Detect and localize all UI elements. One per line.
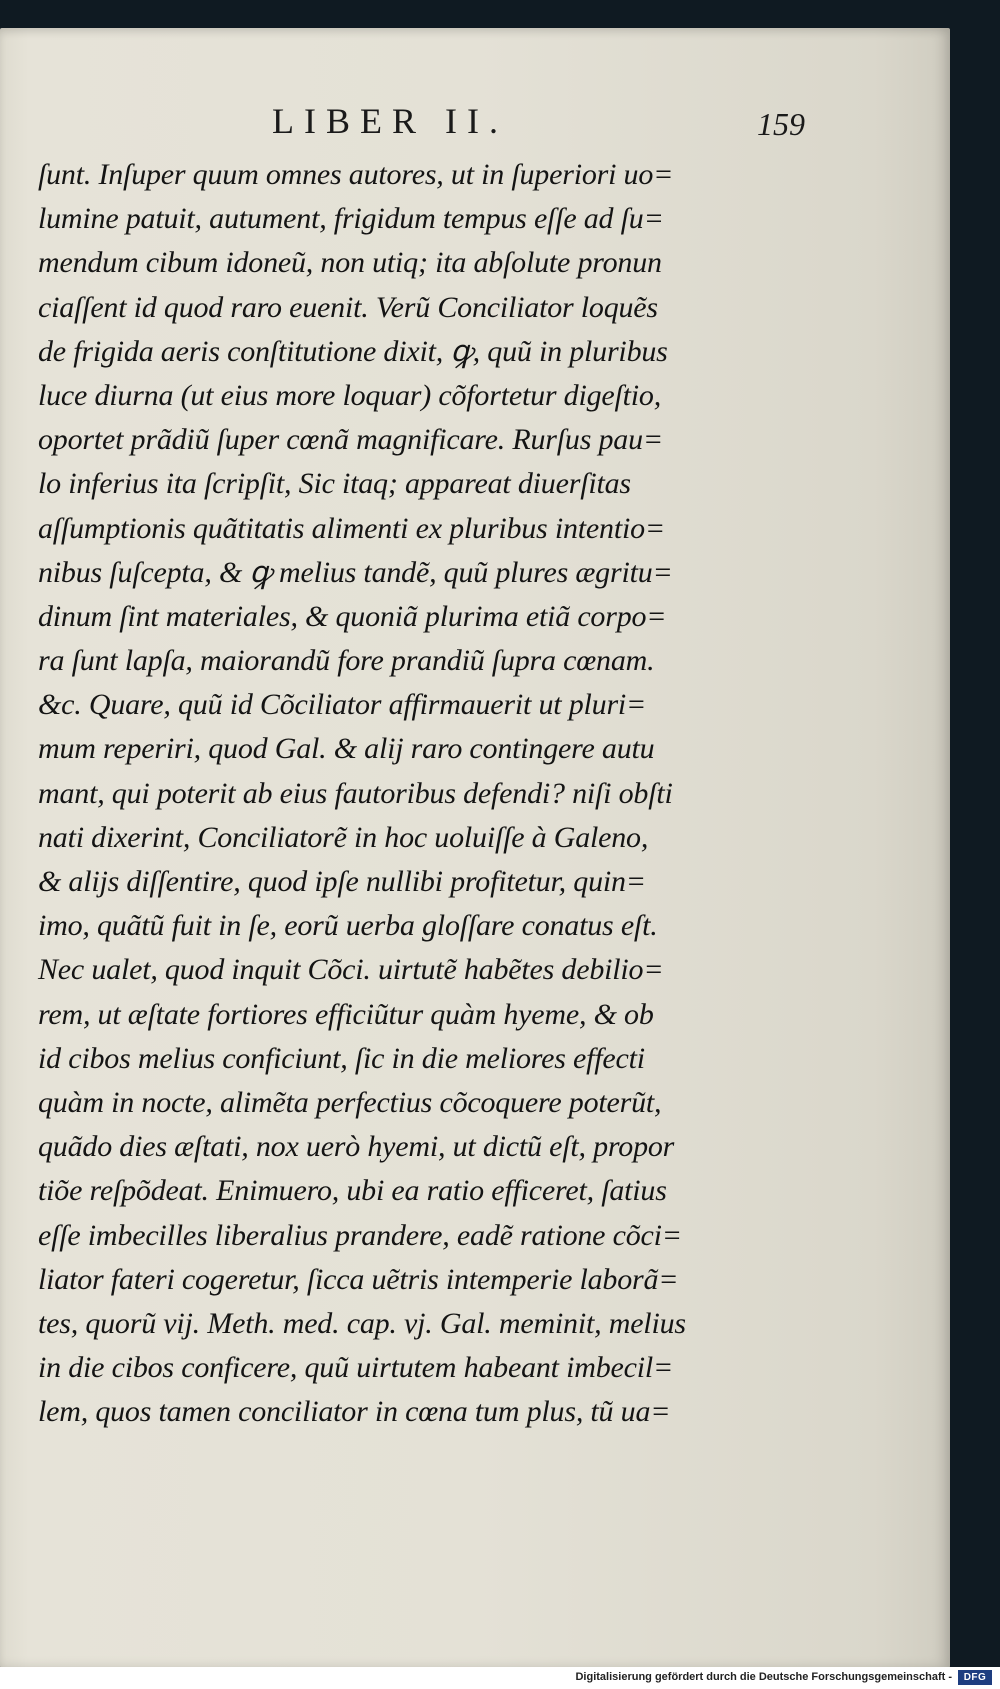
dfg-logo-icon: DFG (958, 1670, 992, 1685)
text-line: eſſe imbecilles liberalius prandere, eadẽ ratione cõci= (38, 1218, 682, 1252)
text-line: de frigida aeris conſtitutione dixit, ꝙ, quũ in pluribus (38, 334, 668, 368)
text-line: ciaſſent id quod raro euenit. Verũ Conciliator loquẽs (38, 290, 658, 324)
text-line: imo, quãtũ fuit in ſe, eorũ uerba gloſſare conatus eſt. (38, 909, 658, 943)
text-line: dinum ſint materiales, & quoniã plurima etiã corpo= (38, 599, 667, 633)
text-line: mum reperiri, quod Gal. & alij raro contingere autu (38, 732, 655, 766)
text-line: & alijs diſſentire, quod ipſe nullibi profitetur, quin= (38, 865, 646, 898)
text-line: lo inferius ita ſcripſit, Sic itaq; appareat diuerſitas (38, 467, 631, 501)
text-line: mant, qui poterit ab eius fautoribus defendi? niſi obſti (38, 776, 673, 810)
text-line: lumine patuit, autument, frigidum tempus eſſe ad ſu= (38, 202, 664, 236)
text-line: ra ſunt lapſa, maiorandũ fore prandiũ ſupra cœnam. (38, 644, 655, 678)
digitization-footer (0, 1667, 1000, 1689)
funding-credit: Digitalisierung gefördert durch die Deutsche Forschungsgemeinschaft - (575, 1671, 952, 1683)
running-head (0, 98, 950, 158)
text-line: tiõe reſpõdeat. Enimuero, ubi ea ratio efficeret, ſatius (38, 1174, 667, 1208)
body-text (38, 153, 798, 1434)
page-number: 159 (757, 106, 805, 142)
text-line: mendum cibum idoneũ, non utiq; ita abſolute pronun (38, 246, 662, 280)
text-line: luce diurna (ut eius more loquar) cõfortetur digeſtio, (38, 378, 662, 412)
text-line: tes, quorũ vij. Meth. med. cap. vj. Gal. meminit, melius (38, 1306, 686, 1340)
text-line: lem, quos tamen conciliator in cœna tum plus, tũ ua= (38, 1395, 671, 1429)
text-line: nati dixerint, Conciliatorẽ in hoc uoluiſſe à Galeno, (38, 820, 649, 854)
text-line: quãdo dies æſtati, nox uerò hyemi, ut dictũ eſt, propor (38, 1130, 675, 1164)
text-line: quàm in nocte, alimẽta perfectius cõcoquere poterũt, (38, 1085, 662, 1119)
text-line: nibus ſuſcepta, & ꝙ melius tandẽ, quũ plures ægritu= (38, 555, 673, 589)
text-line: rem, ut æſtate fortiores efficiũtur quàm hyeme, & ob (38, 997, 654, 1031)
book-page (0, 28, 950, 1668)
text-line: liator fateri cogeretur, ſicca uẽtris intemperie laborã= (38, 1262, 679, 1296)
text-line: oportet prãdiũ ſuper cœnã magnificare. Rurſus pau= (38, 423, 663, 457)
text-line: Nec ualet, quod inquit Cõci. uirtutẽ habẽtes debilio= (38, 953, 664, 987)
text-line: id cibos melius conficiunt, ſic in die meliores effecti (38, 1041, 645, 1075)
text-line: &c. Quare, quũ id Cõciliator affirmauerit ut pluri= (38, 688, 647, 722)
text-line: aſſumptionis quãtitatis alimenti ex pluribus intentio= (38, 511, 665, 545)
text-line: in die cibos conficere, quũ uirtutem habeant imbecil= (38, 1351, 674, 1385)
running-title: LIBER II. (272, 101, 508, 141)
text-line: ſunt. Inſuper quum omnes autores, ut in ſuperiori uo= (38, 158, 674, 191)
